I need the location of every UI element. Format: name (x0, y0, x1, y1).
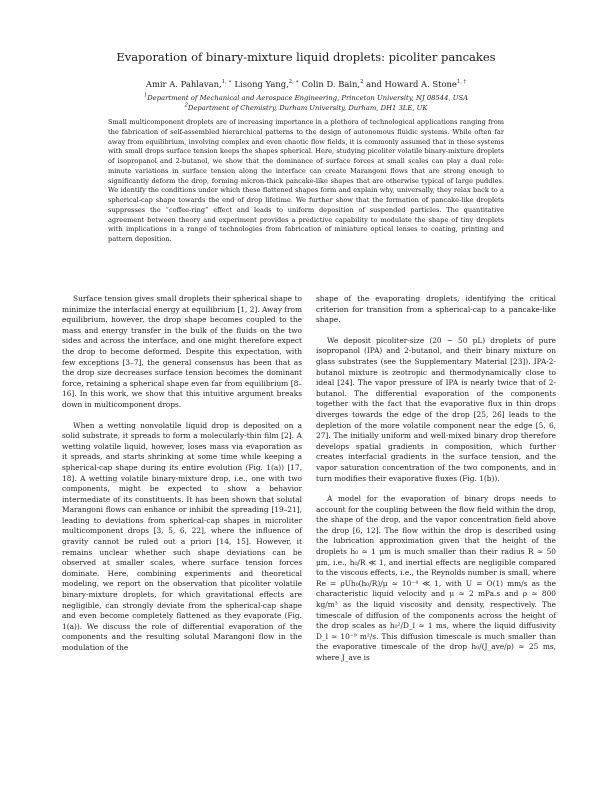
affiliation-mark: 1 (143, 92, 148, 99)
affiliation-text: Department of Mechanical and Aerospace Engineering, Princeton University, NJ 08544, USA (147, 94, 469, 102)
author-name: Colin D. Bain, (301, 79, 361, 89)
author-affiliation-marks: 2, ∗ (288, 79, 299, 86)
paper-title: Evaporation of binary-mixture liquid droplets: picoliter pancakes (116, 50, 496, 64)
affiliation-text: Department of Chemistry, Durham University, Durham, DH1 3LE, UK (187, 104, 428, 112)
author-name: Lisong Yang, (234, 79, 289, 89)
author-affiliation-marks: 2 (360, 79, 364, 86)
affiliation-2 (40, 104, 572, 113)
author-name: Amir A. Pahlavan, (145, 79, 222, 89)
author-name: and Howard A. Stone (366, 79, 457, 89)
affiliation-1 (40, 94, 572, 103)
affiliation-mark: 2 (184, 102, 188, 109)
body-paragraph: Surface tension gives small droplets their spherical shape to minimize the interfacial energy at equilibrium [1, 2]. Away from equilibrium, however, the drop shape becomes coupled to the mass and energy transfer in the bulk of the fluids on the two sides and across the interface, and one might therefore expect the drop to become deformed. Despite this expectation, with few exceptions [3–7], the general consensus has been that as the drop size decreases surface tension becomes the dominant force, retaining a spherical shape even far from equilibrium [8–16]. In this work, we show that this intuitive argument breaks down in multicomponent drops. (62, 294, 302, 409)
abstract (108, 118, 504, 245)
abstract-text: Small multicomponent droplets are of increasing importance in a plethora of technological applications ranging from the fabrication of self-assembled hierarchical patterns to the design of autonomous fluidic systems. While often far away from equilibrium, involving complex and even chaotic flow fields, it is commonly assumed that in these systems with small drops surface tension keeps the shapes spherical. Here, studying picoliter volatile binary-mixture droplets of isopropanol and 2-butanol, we show that the dominance of surface forces at small scales can play a dual role: minute variations in surface tension along the interface can create Marangoni flows that are strong enough to significantly deform the drop, forming micron-thick pancake-like shapes that are otherwise typical of large puddles. We identify the conditions under which these flattened shapes form and explain why, universally, they relax back to a spherical-cap shape towards the end of drop lifetime. We further show that the formation of pancake-like droplets suppresses the “coffee-ring” effect and leads to uniform deposition of suspended particles. The quantitative agreement between theory and experiment provides a predictive capability to modulate the shape of tiny droplets with implications in a range of technologies from fabrication of miniature optical lenses to coating, printing and pattern deposition. (108, 118, 504, 243)
body-paragraph: We deposit picoliter-size (20 − 50 pL) droplets of pure isopropanol (IPA) and 2-butanol, and their binary mixture on glass substrates (see the Supplementary Material [23]). IPA-2-butanol mixture is zeotropic and thermodynamically close to ideal [24]. The vapor pressure of IPA is nearly twice that of 2-butanol. The differential evaporation of the components together with the fact that the evaporative flux in thin drops diverges towards the edge of the drop [25, 26] leads to the depletion of the more volatile component near the edge [5, 6, 27]. The initially uniform and well-mixed binary drop therefore develops spatial gradients in composition, which further creates interfacial gradients in the surface tension, and the vapor saturation concentration of the two components, and in turn modifies their evaporative fluxes (Fig. 1(b)). (316, 335, 556, 483)
author-affiliation-marks: 1, † (456, 79, 467, 86)
body-paragraph: shape of the evaporating droplets, identifying the critical criterion for transition from a spherical-cap to a pancake-like shape. (316, 294, 556, 325)
author-affiliation-marks: 1, ∗ (221, 79, 232, 86)
body-paragraph: A model for the evaporation of binary drops needs to account for the coupling between the flow field within the drop, the shape of the drop, and the vapor concentration field above the drop [6, 12]. The flow within the drop is described using the lubrication approximation given that the height of the droplets h₀ ≈ 1 μm is much smaller than their radius R ≈ 50 μm, i.e., h₀/R ≪ 1, and inertial effects are negligible compared to the viscous effects, i.e., the Reynolds number is small, where Re = ρUh₀(h₀/R)/μ ≈ 10⁻⁴ ≪ 1, with U = O(1) mm/s as the characteristic liquid velocity and μ ≈ 2 mPa.s and ρ ≈ 800 kg/m³ as the liquid viscosity and density, respectively. The timescale of diffusion of the components across the height of the drop scales as h₀²/D_l ≈ 1 ms, where the liquid diffusivity D_l ≈ 10⁻⁹ m²/s. This diffusion timescale is much smaller than the evaporative timescale of the drop h₀/(J_ave/ρ) ≈ 25 ms, where J_ave is (316, 494, 556, 662)
body-paragraph: When a wetting nonvolatile liquid drop is deposited on a solid substrate, it spreads to form a molecularly-thin film [2]. A wetting volatile liquid, however, loses mass via evaporation as it spreads, and starts shrinking at some time while keeping a spherical-cap shape during its entire evolution (Fig. 1(a)) [17, 18]. A wetting volatile binary-mixture drop, i.e., one with two components, might be expected to show a behavior intermediate of its constituents. It has been shown that solutal Marangoni flows can enhance or inhibit the spreading [19–21], leading to deviations from spherical-cap shapes in microliter multicomponent drops [3, 5, 6, 22], where the influence of gravity cannot be ruled out a priori [14, 15]. However, it remains unclear whether such shape deviations can be observed at smaller scales, where surface tension forces dominate. Here, combining experiments and theoretical modeling, we report on the observation that picoliter volatile binary-mixture droplets, for which gravitational effects are negligible, can strongly deviate from the spherical-cap shape and even become completely flattened as they evaporate (Fig. 1(a)). We discuss the role of differential evaporation of the components and the resulting solutal Marangoni flow in the modulation of the (62, 420, 302, 652)
right-column (316, 294, 556, 664)
left-column (62, 294, 302, 654)
author-list (40, 79, 572, 90)
